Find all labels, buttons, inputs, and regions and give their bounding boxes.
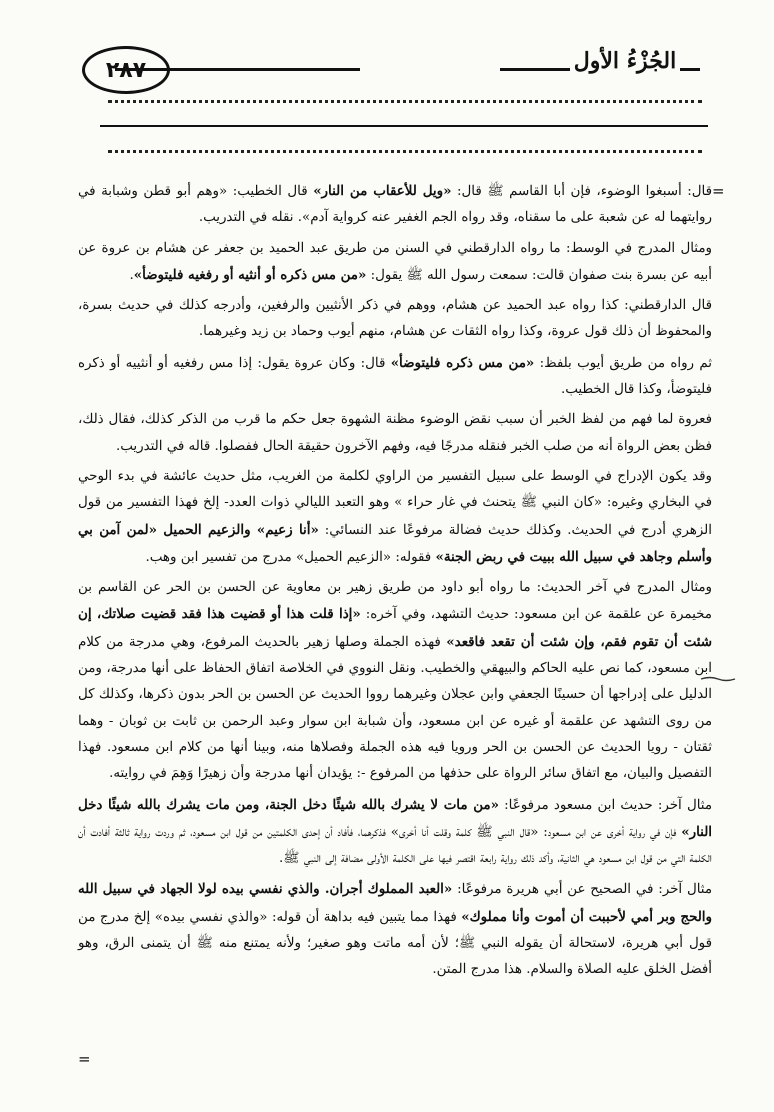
quoted-hadith: «إذا قلت هذا أو قضيت هذا فقد قضيت صلاتك، إن شئت أن تقوم فقم، وإن شئت أن تقعد فاقعد»: [78, 606, 712, 650]
text-segment: فهذا مما يتبين فيه بداهة أن قوله: «والذي نفسي بيده» إلخ مدرج من قول أبي هريرة، لاستحالة أن يقوله النبي ﷺ؛ لأن أمه ماتت وهو صغير؛ ولأنه يمتنع منه ﷺ أن يتمنى الرق، وهو أفضل الخلق عليه الصلاة والسلام. هذا مدرج المتن.: [78, 909, 712, 978]
text-paragraph: [78, 876, 712, 983]
page-number: ٢٨٧: [82, 46, 170, 94]
text-segment: قال: وكان عروة يقول: إذا مس رفغيه أو أنثييه أو ذكره فليتوضأ، وكذا قال الخطيب.: [78, 355, 712, 398]
text-segment: مثال آخر: في الصحيح عن أبي هريرة مرفوعًا:: [452, 882, 713, 898]
text-paragraph: [78, 293, 712, 346]
quoted-hadith: «من مس ذكره فليتوضأ»: [390, 354, 535, 371]
text-paragraph: [78, 792, 712, 873]
text-segment: قال الخطيب: «وهم أبو قطن وشبابة في روايتهما له عن شعبة على ما سقناه، وقد رواه الجم الغفير عنه كرواية آدم». نقله في التدريب.: [78, 184, 712, 226]
text-segment: فهذه الجملة وصلها زهير بالحديث المرفوع، وهي مدرجة من كلام ابن مسعود، كما نص عليه الحاكم والبيهقي والخطيب. ونقل النووي في الخلاصة اتفاق الحفاظ على أنها مدرجة، ومن الدليل على إدراجها أن حسينًا الجعفي وابن عجلان وغيرهما رووا الحديث عن الحسن بن الحر بدون ذكرها، وكذلك كل من روى التشهد عن علقمة أو غيره عن ابن مسعود، وأن شبابة ابن سوار وعبد الرحمن بن ثابت بن ثوبان - وهما ثقتان - رويا الحديث عن الحسن بن الحر ورويا فيه هذه الجملة وفصلاها منه، وبينا أنها من كلام ابن مسعود. فهذا التفصيل والبيان، مع اتفاق سائر الرواة على حذفها من المرفوع -: يؤيدان أنها مدرجة وأن زهيرًا وَهِمَ في روايته.: [78, 634, 712, 782]
text-segment: فإن في رواية أخرى عن ابن مسعود: «قال النبي ﷺ كلمة وقلت أنا أخرى» فذكرهما، فأفاد أن إحدى الكلمتين من قول ابن مسعود، ثم وردت رواية ثالثة أفادت أن الكلمة التي من قول ابن مسعود هي الثانية، وأكد ذلك رواية رابعة اقتصر فيها على الكلمة الأولى مضافة إلى النبي ﷺ.: [78, 824, 712, 867]
text-segment: ومثال المدرج في الوسط: ما رواه الدارقطني في السنن من طريق عبد الحميد بن جعفر عن هشام بن عروة عن أبيه عن بسرة بنت صفوان قالت: سمعت رسول الله ﷺ يقول:: [78, 240, 712, 283]
text-segment: قال: أسبغوا الوضوء، فإن أبا القاسم ﷺ قال:: [451, 184, 712, 199]
text-segment: فقوله: «الزعيم الحميل» مدرج من تفسير ابن وهب.: [145, 549, 436, 565]
continuation-mark-top: =: [712, 182, 725, 200]
quoted-hadith: «العبد المملوك أجران. والذي نفسي بيده لولا الجهاد في سبيل الله والحج وبر أمي لأحببت أن أموت وأنا مملوك»: [78, 881, 712, 925]
text-segment: .: [129, 267, 134, 283]
quoted-hadith: «ويل للأعقاب من النار»: [313, 183, 452, 199]
text-segment: وقد يكون الإدراج في الوسط على سبيل التفسير من الراوي لكلمة من الغريب، مثل حديث عائشة في بدء الوحي في البخاري وغيره: «كان النبي ﷺ يتحنث في غار حراء » وهو التعبد الليالي ذوات العدد- إلخ فهذا التفسير من قول الزهري أدرج في الحديث. وكذلك حديث فضالة مرفوعًا عند النسائي:: [78, 468, 712, 538]
text-paragraph: [78, 350, 712, 404]
text-segment: فعروة لما فهم من لفظ الخبر أن سبب نقض الوضوء مظنة الشهوة جعل حكم ما قرب من الذكر كذلك، فقال ذلك، فظن بعض الرواة أنه من صلب الخبر فنقله مدرجًا فيه، وفهم الآخرون حقيقة الحال ففصلوا. قاله في التدريب.: [78, 412, 712, 454]
header-divider: [100, 125, 708, 127]
continuation-mark-bottom: =: [78, 1050, 91, 1068]
part-title: الجُزْءُ الأول: [570, 48, 680, 74]
text-paragraph: [78, 464, 712, 571]
quoted-hadith: «من مس ذكره أو أنثيه أو رفغيه فليتوضأ»: [133, 266, 367, 283]
margin-mark-icon: [700, 676, 736, 682]
page-header: [0, 30, 774, 100]
text-segment: مثال آخر: حديث ابن مسعود مرفوعًا:: [498, 797, 713, 813]
dotted-separator: [108, 150, 702, 153]
text-segment: ثم رواه من طريق أيوب بلفظ:: [534, 355, 712, 371]
quoted-hadith: «أنا زعيم» والزعيم الحميل «لمن آمن بي وأسلم وجاهد في سبيل الله ببيت في ربض الجنة»: [78, 521, 712, 565]
text-segment: قال الدارقطني: كذا رواه عبد الحميد عن هشام، ووهم في ذكر الأنثيين والرفغين، وأدرجه كذلك في حديث بسرة، والمحفوظ أن ذلك قول عروة، وكذا رواه الثقات عن هشام، منهم أيوب وحماد بن زيد وغيرهما.: [78, 298, 712, 340]
quoted-hadith: «من مات لا يشرك بالله شيئًا دخل الجنة، ومن مات يشرك بالله شيئًا دخل النار»: [78, 796, 712, 840]
text-paragraph: [78, 236, 712, 290]
main-text: [78, 178, 712, 988]
text-paragraph: [78, 178, 712, 232]
text-paragraph: [78, 575, 712, 787]
text-segment: ومثال المدرج في آخر الحديث: ما رواه أبو داود من طريق زهير بن معاوية عن الحسن بن الحر عن القاسم بن مخيمرة عن علقمة عن ابن مسعود: حديث التشهد، وفي آخره:: [78, 580, 712, 623]
text-paragraph: [78, 407, 712, 460]
dotted-separator: [108, 100, 702, 103]
